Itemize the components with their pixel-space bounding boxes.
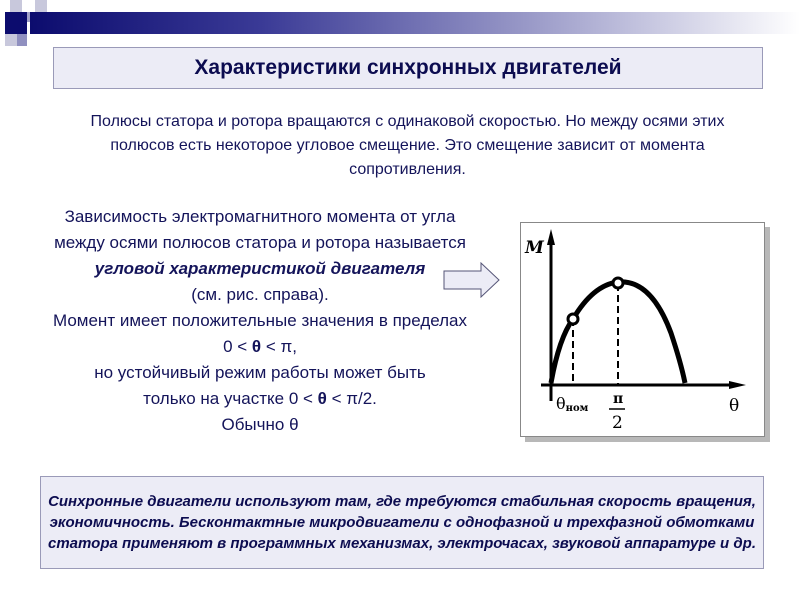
text: (см. рис. справа). xyxy=(191,285,329,304)
nominal-point xyxy=(568,314,578,324)
x-axis-label: θ xyxy=(729,396,740,416)
text: только на участке 0 < xyxy=(143,389,318,408)
pi-label: π xyxy=(613,391,624,407)
x-axis-arrow xyxy=(729,381,746,389)
nominal-label: θном xyxy=(556,394,589,414)
title-box xyxy=(53,47,763,89)
text: Обычно θ xyxy=(221,415,299,434)
intro-paragraph: Полюсы статора и ротора вращаются с одинаковой скоростью. Но между осями этих полюсов есть некоторое угловое смещение. Это смещение зависит от момента сопротивления. xyxy=(90,113,725,178)
right-arrow-icon xyxy=(443,262,501,298)
max-point xyxy=(613,278,623,288)
decor-square xyxy=(5,34,17,46)
y-axis-label: M xyxy=(525,238,544,258)
theta-symbol: θ xyxy=(317,389,327,408)
two-label: 2 xyxy=(612,413,623,433)
page-title: Характеристики синхронных двигателей xyxy=(194,56,622,79)
text: < π/2. xyxy=(326,389,377,408)
decor-square xyxy=(5,12,27,34)
text: но устойчивый режим работы может быть xyxy=(94,363,426,382)
decor-square xyxy=(35,0,47,12)
decor-square xyxy=(10,0,22,12)
text: < π, xyxy=(261,337,297,356)
text: Момент имеет положительные значения в пределах 0 < xyxy=(52,311,468,356)
angular-characteristic-text xyxy=(50,204,470,438)
emphasis-text: угловой характеристикой двигателя xyxy=(94,259,426,278)
angular-characteristic-graph xyxy=(520,222,765,437)
decor-square xyxy=(17,34,27,46)
theta-symbol: θ xyxy=(251,337,262,356)
header-gradient-bar xyxy=(30,12,800,34)
text: Зависимость электромагнитного момента от угла между осями полюсов статора и ротора называется xyxy=(54,207,466,252)
y-axis-arrow xyxy=(547,229,555,245)
graph-svg xyxy=(521,223,764,436)
applications-text: Синхронные двигатели используют там, где требуются стабильная скорость вращения, экономичность. Бесконтактные микродвигатели с однофазной и трехфазной обмотками статора применяют в программных механизмах, электрочасах, звуковой аппаратуре и др. xyxy=(48,493,756,552)
applications-box xyxy=(40,476,764,569)
